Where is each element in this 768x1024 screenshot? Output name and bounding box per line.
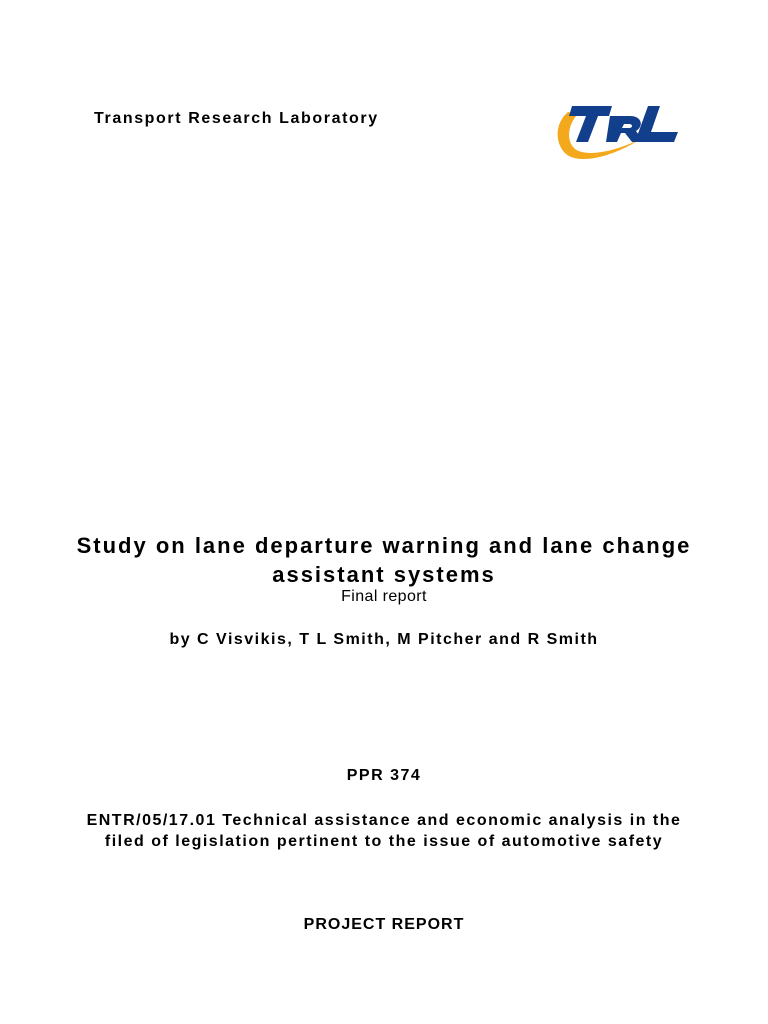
contract-description: ENTR/05/17.01 Technical assistance and economic analysis in the filed of legislation pertinent to the issue of automotive safety (86, 812, 682, 850)
report-title: Study on lane departure warning and lane change assistant systems (76, 533, 692, 587)
organization-name: Transport Research Laboratory (94, 110, 379, 127)
logo-letters (569, 106, 678, 142)
report-type-label: PROJECT REPORT (303, 916, 465, 933)
report-subtitle: Final report (341, 588, 427, 605)
authors-line: by C Visvikis, T L Smith, M Pitcher and R Smith (169, 631, 599, 648)
trl-logo (554, 100, 680, 164)
report-reference-number: PPR 374 (346, 767, 422, 784)
